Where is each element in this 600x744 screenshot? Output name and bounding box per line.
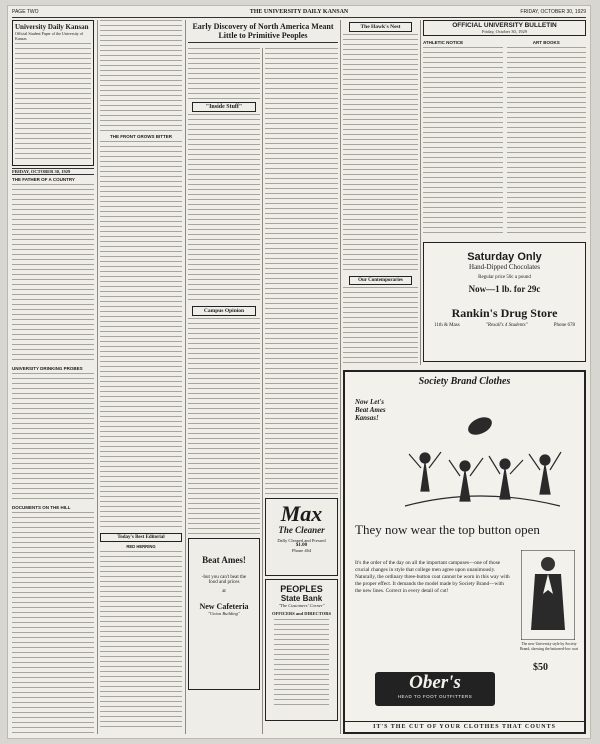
suited-man-illustration (521, 550, 575, 640)
university-bulletin (423, 20, 586, 238)
contemporaries-heading: Our Contemporaries (349, 276, 412, 285)
campus-opinion-heading: Campus Opinion (192, 306, 256, 316)
obers-name: Ober's (409, 672, 461, 693)
cafeteria-ad (188, 538, 260, 690)
editorial-heading-3: DOCUMENTS ON THE HILL (12, 505, 71, 510)
candy-regular: Regular price 50c a pound (478, 275, 531, 280)
col2-heading-2: Today's Best Editorial (100, 533, 182, 542)
page-header (12, 8, 586, 18)
hawks-nest-column (343, 20, 418, 365)
candy-price: Now—1 lb. for 29c (468, 284, 541, 294)
feature-title: Early Discovery of North America Meant Little to Primitive Peoples (188, 22, 338, 43)
paper-name: THE UNIVERSITY DAILY KANSAN (249, 9, 349, 15)
center-col-b (265, 48, 338, 734)
cafeteria-ad-line1: Beat Ames! (202, 555, 246, 565)
society-brand-ad (343, 370, 586, 734)
candy-day: Saturday Only (467, 251, 542, 263)
editorial-heading-2: UNIVERSITY DRINKING PROBES (12, 366, 83, 371)
bank-name-1: PEOPLES (280, 584, 323, 594)
now-line-2: Beat Ames (355, 406, 386, 414)
masthead-date: FRIDAY, OCTOBER 30, 1929 (12, 168, 94, 175)
center-col-a (188, 48, 260, 734)
max-sub: The Cleaner (278, 525, 325, 535)
rankins-drug-ad (423, 242, 586, 362)
drug-slogan: "Rexall's 4 Students" (485, 323, 528, 328)
obers-sub: HEAD TO FOOT OUTFITTERS (397, 694, 473, 699)
now-line-3: Kansas! (355, 414, 379, 422)
max-cleaner-ad (265, 498, 338, 576)
column-editorial (12, 20, 94, 734)
newspaper-page (8, 6, 590, 738)
suit-caption: The new University style by Society Brand, showing the buttoned-low coat (519, 642, 579, 651)
masthead-title: University Daily Kansan (15, 23, 89, 31)
bank-slogan: "The Customers' Corner" (278, 603, 325, 608)
hawks-nest-heading: The Hawk's Nest (349, 22, 412, 32)
max-phone: Phone 464 (291, 548, 312, 553)
drug-store-name: Rankin's Drug Store (451, 306, 558, 320)
candy-title: Hand-Dipped Chocolates (469, 263, 540, 271)
bank-name-2: State Bank (280, 594, 323, 603)
society-brand-title: Society Brand Clothes (418, 376, 511, 387)
beat-ames-text (355, 398, 386, 422)
bulletin-date: Friday, October 30, 1929 (481, 29, 528, 34)
top-button-headline: They now wear the top button open (355, 522, 540, 537)
col2-heading-1: THE FRONT GROWS BITTER (110, 134, 172, 139)
football-crowd-illustration (385, 406, 575, 518)
masthead (12, 20, 94, 166)
bulletin-header (423, 20, 586, 36)
cafeteria-sub: "Union Building" (208, 611, 240, 616)
page-number: PAGE TWO (12, 9, 39, 15)
column-editorial-2 (100, 20, 182, 734)
top-button-body: It's the order of the day on all the important campuses—one of those crucial changes in style that college men agree upon unanimously. Naturally, the ordinary three-button coat cannot be worn in this way with the proper effect. It demands the model made by Society Brand—with the new lines. Correct in every detail of cut! (355, 560, 510, 594)
drug-address: 11th & Mass (434, 323, 460, 328)
bank-officers: OFFICERS and DIRECTORS (272, 611, 331, 616)
max-price: $1.00 (295, 543, 308, 548)
society-footer: IT'S THE CUT OF YOUR CLOTHES THAT COUNTS (345, 721, 584, 730)
drug-phone: Phone 678 (553, 323, 575, 328)
masthead-sub: Official Student Paper of the University of Kansas (15, 31, 84, 41)
athletic-notice: ATHLETIC NOTICE (423, 40, 464, 45)
bulletin-title: OFFICIAL UNIVERSITY BULLETIN (452, 22, 557, 29)
peoples-bank-ad (265, 579, 338, 721)
now-line-1: Now Let's (355, 398, 384, 406)
max-logo: Max (280, 501, 323, 526)
cafeteria-name: New Cafeteria (199, 602, 249, 611)
suit-price: $50 (533, 662, 548, 673)
cafeteria-ad-line2: -but you can't beat the food and prices (201, 575, 247, 585)
inside-stuff-heading: "Inside Stuff" (192, 102, 256, 112)
col2-heading-3: RED HERRING (126, 544, 156, 549)
max-line: Dally Cleaned and Pressed (277, 538, 326, 543)
page-date: FRIDAY, OCTOBER 30, 1929 (520, 9, 586, 15)
cafeteria-ad-line3: at (222, 589, 226, 594)
editorial-heading-1: THE FATHER OF A COUNTRY (12, 177, 75, 182)
obers-logo (375, 672, 495, 706)
art-books: ART BOOKS (532, 40, 560, 45)
